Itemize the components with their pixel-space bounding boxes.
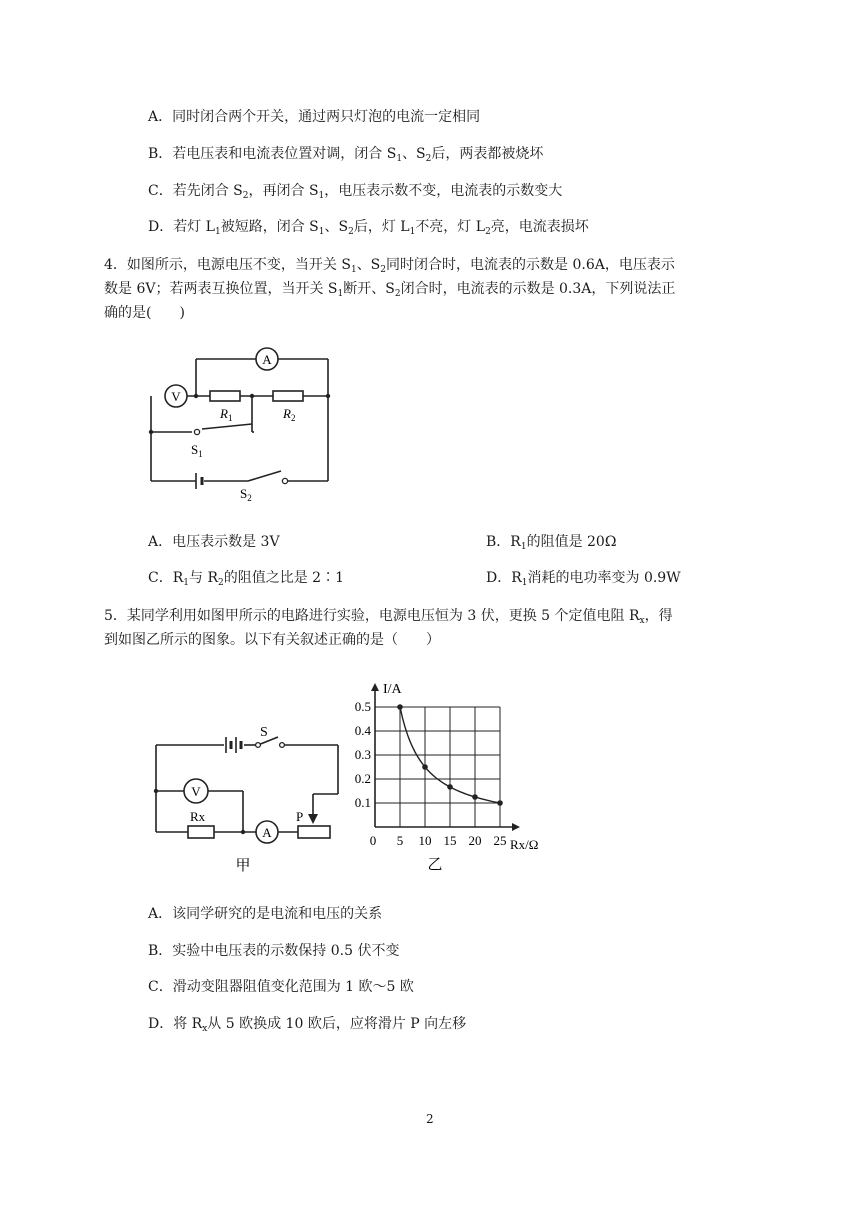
x-tick-label: 20 (468, 833, 482, 848)
q4-stem-line2: 数是 6V；若两表互换位置，当开关 $S_1$断开、$S_2$闭合时，电流表的示数是 0.3A，下列说法正 (104, 281, 676, 299)
data-point (447, 784, 453, 790)
q5-stem-line2: 到如图乙所示的图象。以下有关叙述正确的是（ ） (104, 632, 440, 648)
figure-yi-caption: 乙 (427, 857, 443, 873)
y-tick-label: 0.4 (354, 723, 371, 738)
slider-p-label: P (296, 809, 304, 824)
x-axis-arrow (512, 823, 520, 831)
q5-circuit-diagram (148, 718, 358, 878)
ammeter-label: A (262, 825, 272, 840)
q5-option-c: C．滑动变阻器阻值变化范围为 1 欧～5 欧 (148, 979, 414, 995)
y-tick-label: 0.2 (354, 771, 371, 786)
voltmeter-label: V (171, 389, 181, 404)
x-tick-label: 25 (493, 833, 507, 848)
data-point (472, 794, 478, 800)
q3-option-b: B．若电压表和电流表位置对调，闭合 $S_1$、$S_2$后，两表都被烧坏 (148, 146, 544, 164)
figure-jia-caption: 甲 (235, 858, 251, 874)
q5-current-resistance-graph (345, 670, 539, 875)
rx-label: Rx (190, 809, 206, 824)
x-tick-label: 15 (443, 833, 457, 848)
y-axis-arrow (371, 683, 379, 691)
q4-option-a: A．电压表示数是 3V (148, 534, 280, 550)
y-axis-label: I/A (383, 682, 402, 697)
data-point (397, 704, 403, 710)
switch-s-label: S (260, 725, 268, 740)
q4-stem-line1: 4．如图所示，电源电压不变，当开关 $S_1$、$S_2$同时闭合时，电流表的示数是 0.6A，电压表示 (104, 257, 675, 275)
q3-option-c: C．若先闭合 $S_2$，再闭合 $S_1$，电压表示数不变，电流表的示数变大 (148, 183, 563, 201)
x-axis-label: Rx/Ω (510, 837, 539, 852)
voltmeter-label: V (191, 784, 201, 799)
resistor-r2 (273, 391, 303, 401)
y-tick-label: 0.3 (354, 747, 371, 762)
x-tick-label: 10 (418, 833, 432, 848)
r1-label: $R_1$ (220, 406, 233, 423)
q3-option-a: A．同时闭合两个开关，通过两只灯泡的电流一定相同 (148, 109, 481, 125)
y-tick-label: 0.5 (354, 699, 371, 714)
resistor-r1 (210, 391, 240, 401)
q5-option-b: B．实验中电压表的示数保持 0.5 伏不变 (148, 943, 400, 959)
r2-label: $R_2$ (283, 406, 296, 423)
q5-option-d: D．将 $R_x$从 5 欧换成 10 欧后，应将滑片 P 向左移 (148, 1016, 467, 1034)
q4-stem-line3: 确的是( ) (104, 305, 185, 321)
q5-option-a: A．该同学研究的是电流和电压的关系 (148, 906, 383, 922)
data-point (422, 764, 428, 770)
s1-label: $S_1$ (191, 442, 203, 459)
q3-option-d: D．若灯 $L_1$被短路，闭合 $S_1$、$S_2$后，灯 $L_1$不亮，灯 $L_2$亮，电流表损坏 (148, 219, 589, 237)
q4-option-c: C．$R_1$与 $R_2$的阻值之比是 2∶1 (148, 570, 344, 588)
x-tick-label: 5 (396, 833, 404, 848)
y-tick-label: 0.1 (354, 795, 371, 810)
rheostat (298, 826, 330, 838)
q5-stem-line1: 5．某同学利用如图甲所示的电路进行实验，电源电压恒为 3 伏，更换 5 个定值电阻 $R_x$，得 (104, 608, 673, 626)
page-number: 2 (426, 1112, 434, 1126)
s2-label: $S_2$ (240, 486, 252, 503)
ammeter-label: A (262, 352, 272, 367)
q4-circuit-diagram (140, 338, 340, 503)
q4-option-b: B．$R_1$的阻值是 20Ω (486, 534, 617, 552)
data-point (497, 800, 503, 806)
x-tick-label: 0 (369, 833, 377, 848)
resistor-rx (188, 826, 214, 838)
q4-option-d: D．$R_1$消耗的电功率变为 0.9W (486, 570, 681, 588)
